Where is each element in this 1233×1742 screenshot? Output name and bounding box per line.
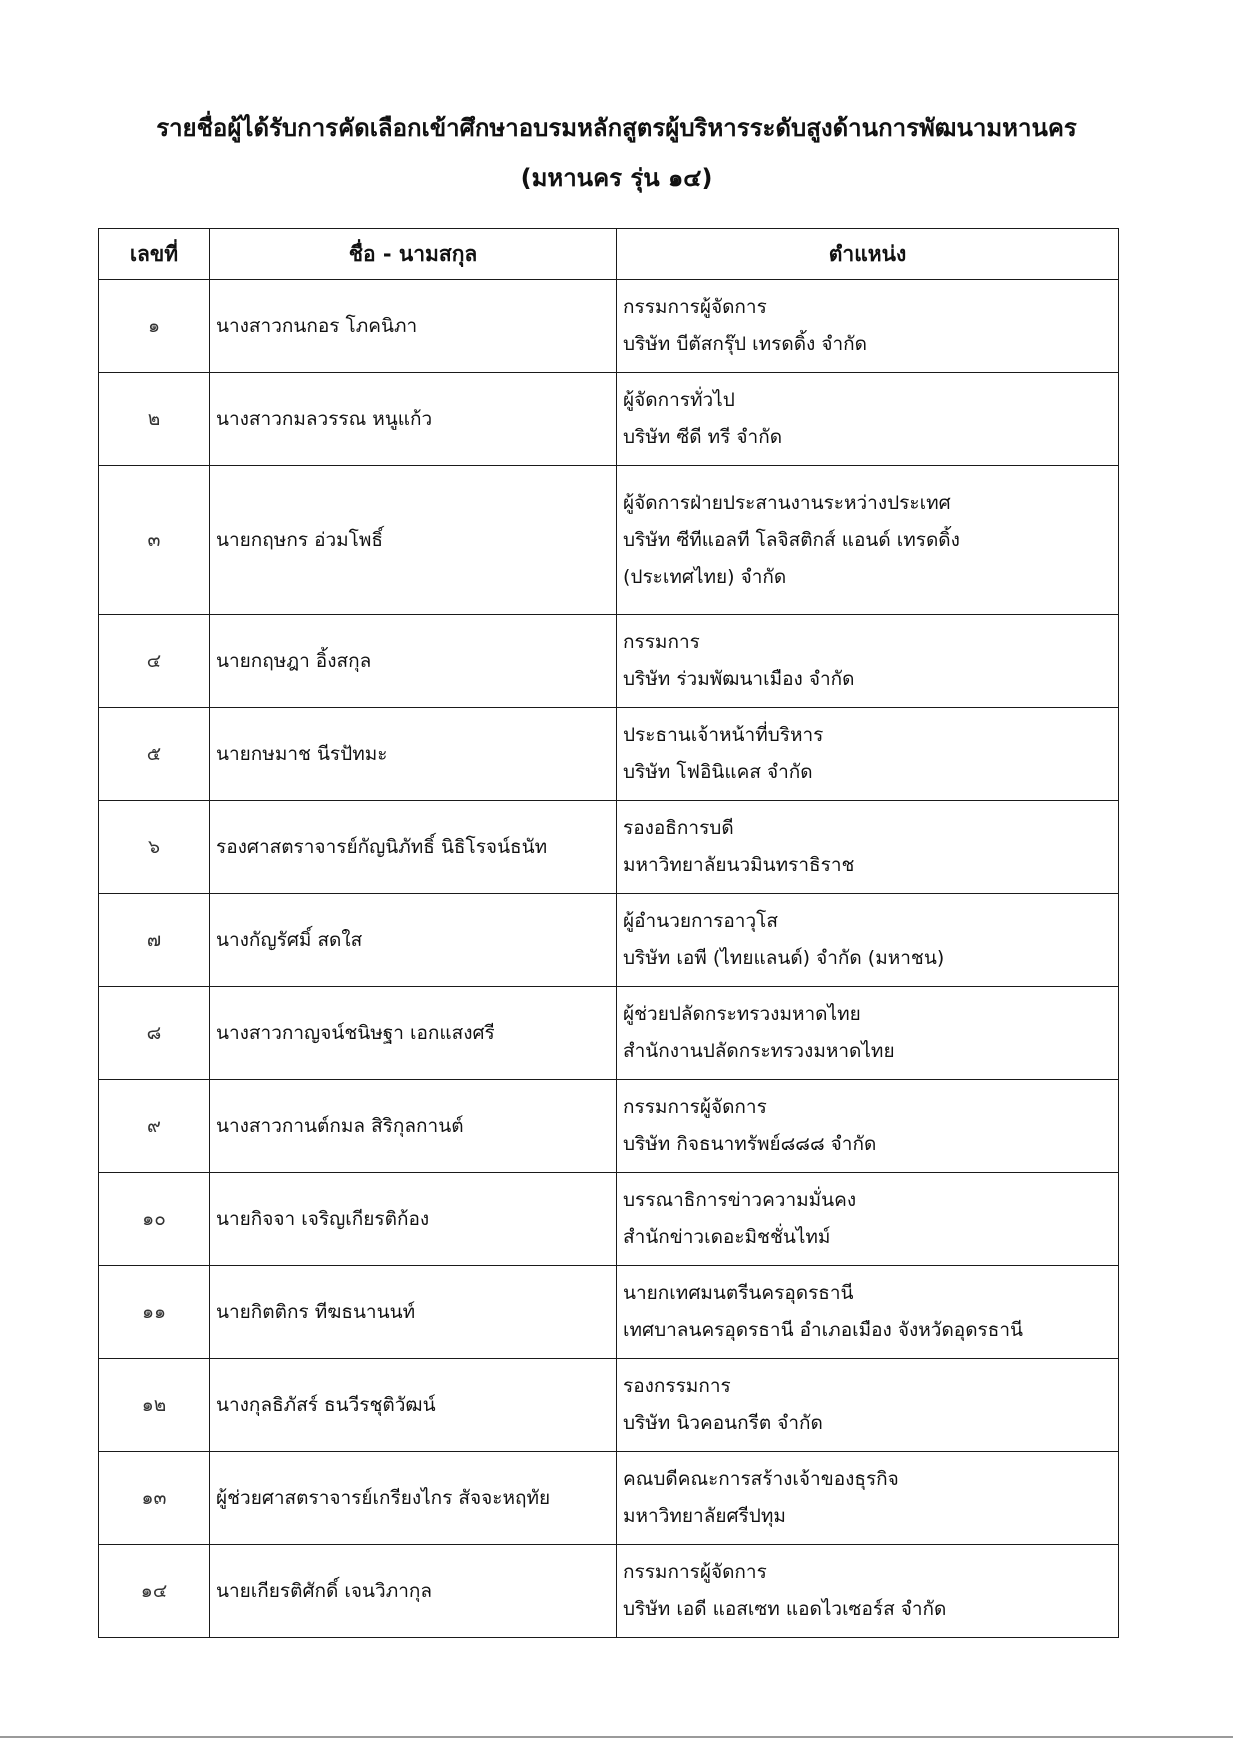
position-line: (ประเทศไทย) จำกัด [623,565,787,588]
position-line: บริษัท ซีดี ทรี จำกัด [623,426,783,448]
table-body [99,280,1119,1638]
row-position [617,373,1119,466]
position-line: บริษัท นิวคอนกรีต จำกัด [623,1412,823,1434]
row-name: นายกฤษกร อ่วมโพธิ์ [210,466,617,615]
row-name: รองศาสตราจารย์กัญนิภัทธิ์ นิธิโรจน์ธนัท [210,801,617,894]
position-line: มหาวิทยาลัยศรีปทุม [623,1505,786,1527]
row-name: นางสาวกนกอร โภคนิภา [210,280,617,373]
row-position [617,1173,1119,1266]
document-subtitle: (มหานคร รุ่น ๑๔) [520,164,713,192]
position-line: บริษัท ร่วมพัฒนาเมือง จำกัด [623,668,855,690]
row-name: ผู้ช่วยศาสตราจารย์เกรียงไกร สัจจะหฤทัย [210,1452,617,1545]
column-header-position: ตำแหน่ง [617,229,1119,280]
row-name: นางกัญรัศมิ์ สดใส [210,894,617,987]
row-position [617,615,1119,708]
table-row [99,1266,1119,1359]
row-position [617,280,1119,373]
row-name: นางสาวกาญจน์ชนิษฐา เอกแสงศรี [210,987,617,1080]
table-row [99,801,1119,894]
row-number: ๑๑ [99,1266,210,1359]
table-row [99,1173,1119,1266]
row-name: นางกุลธิภัสร์ ธนวีรชุติวัฒน์ [210,1359,617,1452]
row-name: นางสาวกมลวรรณ หนูแก้ว [210,373,617,466]
column-header-number: เลขที่ [99,229,210,280]
table-row [99,894,1119,987]
row-name: นายกิตติกร ทีฆธนานนท์ [210,1266,617,1359]
position-line: บริษัท ซีทีแอลที โลจิสติกส์ แอนด์ เทรดดิ้ง [623,528,960,551]
position-line: รองกรรมการ [623,1375,731,1397]
position-line: บริษัท บีตัสกรุ๊ป เทรดดิ้ง จำกัด [623,333,868,355]
position-line: รองอธิการบดี [623,817,734,839]
row-position [617,987,1119,1080]
position-line: กรรมการผู้จัดการ [623,1096,767,1118]
position-line: มหาวิทยาลัยนวมินทราธิราช [623,854,855,876]
table-row [99,615,1119,708]
row-position [617,1359,1119,1452]
row-position [617,708,1119,801]
roster-table [98,228,1119,1638]
position-line: กรรมการผู้จัดการ [623,296,767,318]
position-line: บริษัท กิจธนาทรัพย์๘๘๘ จำกัด [623,1133,877,1155]
position-line: บริษัท เอดี แอสเซท แอดไวเซอร์ส จำกัด [623,1598,947,1620]
row-name: นางสาวกานต์กมล สิริกุลกานต์ [210,1080,617,1173]
table-row [99,466,1119,615]
row-number: ๖ [99,801,210,894]
table-row [99,1080,1119,1173]
position-line: ผู้ช่วยปลัดกระทรวงมหาดไทย [623,1003,861,1025]
row-number: ๘ [99,987,210,1080]
row-position [617,1266,1119,1359]
table-row [99,280,1119,373]
row-number: ๔ [99,615,210,708]
row-number: ๑ [99,280,210,373]
position-line: ผู้จัดการฝ่ายประสานงานระหว่างประเทศ [623,491,951,514]
scan-edge-divider [0,1736,1233,1738]
row-position [617,801,1119,894]
position-line: สำนักงานปลัดกระทรวงมหาดไทย [623,1040,895,1062]
position-line: คณบดีคณะการสร้างเจ้าของธุรกิจ [623,1468,899,1490]
position-line: นายกเทศมนตรีนครอุดรธานี [623,1282,854,1304]
column-header-name: ชื่อ - นามสกุล [210,229,617,280]
position-line: บริษัท โฟอินิแคส จำกัด [623,761,813,783]
row-name: นายกษมาช นีรปัทมะ [210,708,617,801]
row-position [617,1452,1119,1545]
position-line: บริษัท เอพี (ไทยแลนด์) จำกัด (มหาชน) [623,947,945,969]
row-number: ๑๒ [99,1359,210,1452]
table-row [99,708,1119,801]
row-number: ๑๔ [99,1545,210,1638]
row-position [617,466,1119,615]
row-number: ๗ [99,894,210,987]
row-position [617,1545,1119,1638]
row-position [617,1080,1119,1173]
row-number: ๓ [99,466,210,615]
row-number: ๒ [99,373,210,466]
position-line: กรรมการผู้จัดการ [623,1561,767,1583]
table-row [99,1359,1119,1452]
table-row [99,1452,1119,1545]
position-line: ประธานเจ้าหน้าที่บริหาร [623,724,824,746]
row-number: ๑๐ [99,1173,210,1266]
position-line: ผู้อำนวยการอาวุโส [623,910,778,932]
row-number: ๙ [99,1080,210,1173]
position-line: กรรมการ [623,631,700,653]
row-name: นายกฤษฎา อิ้งสกุล [210,615,617,708]
position-line: สำนักข่าวเดอะมิชชั่นไทม์ [623,1226,831,1248]
row-number: ๕ [99,708,210,801]
row-number: ๑๓ [99,1452,210,1545]
table-header-row [99,229,1119,280]
document-title: รายชื่อผู้ได้รับการคัดเลือกเข้าศึกษาอบรมหลักสูตรผู้บริหารระดับสูงด้านการพัฒนามหานคร [156,114,1077,142]
position-line: บรรณาธิการข่าวความมั่นคง [623,1189,857,1211]
row-position [617,894,1119,987]
table-row [99,987,1119,1080]
table-row [99,1545,1119,1638]
position-line: เทศบาลนครอุดรธานี อำเภอเมือง จังหวัดอุดรธานี [623,1319,1024,1341]
row-name: นายเกียรติศักดิ์ เจนวิภากุล [210,1545,617,1638]
row-name: นายกิจจา เจริญเกียรติก้อง [210,1173,617,1266]
table-row [99,373,1119,466]
position-line: ผู้จัดการทั่วไป [623,389,735,411]
